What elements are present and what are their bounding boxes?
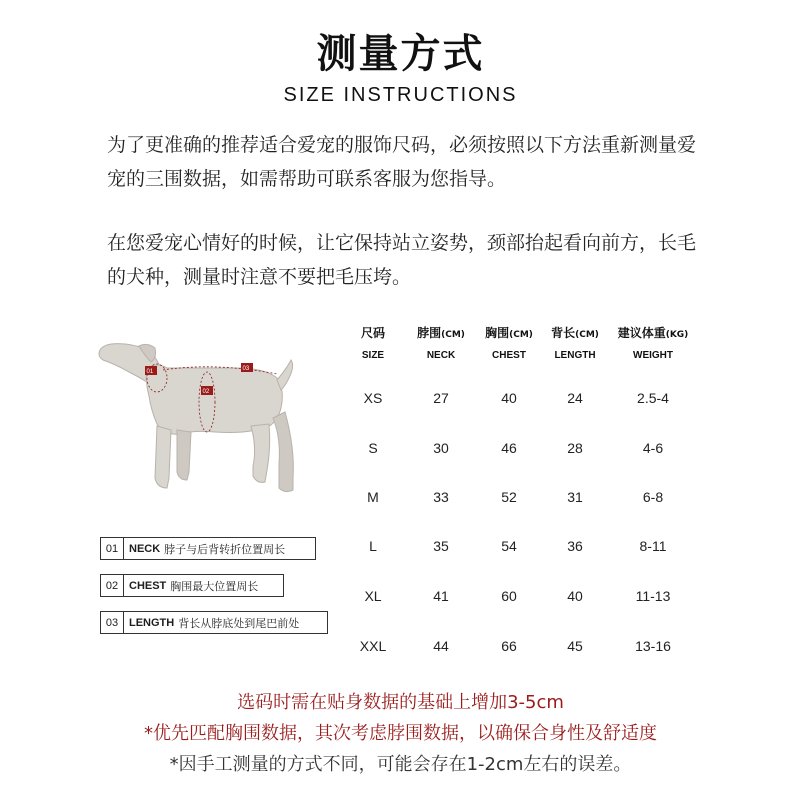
cell-weight: 2.5-4 — [637, 390, 669, 406]
legend-length — [100, 611, 328, 634]
table-row — [340, 538, 720, 558]
table-row — [340, 440, 720, 460]
error-note: *因手工测量的方式不同，可能会存在1-2cm左右的误差。 — [169, 754, 632, 775]
marker-03-label: 03 — [242, 366, 250, 372]
legend-label-en: CHEST — [129, 579, 167, 592]
cell-chest: 54 — [501, 538, 517, 554]
cell-size: XS — [363, 390, 383, 406]
legend-number: 01 — [101, 538, 124, 559]
cell-length: 28 — [567, 440, 583, 456]
priority-note: *优先匹配胸围数据，其次考虑脖围数据，以确保合身性及舒适度 — [144, 723, 657, 744]
legend-number: 03 — [101, 612, 124, 633]
header-neck: 脖围(CM) NECK — [417, 326, 465, 361]
cell-neck: 35 — [433, 538, 449, 554]
dog-back-leg-right — [273, 412, 293, 492]
cell-size: L — [369, 538, 377, 554]
dog-front-leg-left — [155, 426, 171, 488]
header-weight: 建议体重(KG) WEIGHT — [617, 326, 689, 361]
cell-neck: 41 — [433, 588, 449, 604]
intro-paragraph-1: 为了更准确的推荐适合爱宠的服饰尺码，必须按照以下方法重新测量爱宠的三围数据，如需帮助可联系客服为您指导。 — [107, 134, 697, 190]
cell-chest: 40 — [501, 390, 517, 406]
page-title: 测量方式 — [316, 31, 485, 77]
cell-neck: 27 — [433, 390, 449, 406]
cell-length: 36 — [567, 538, 583, 554]
legend-label-en: NECK — [129, 542, 161, 555]
table-row — [340, 489, 720, 509]
marker-01-label: 01 — [146, 369, 154, 375]
cell-chest: 60 — [501, 588, 517, 604]
legend-chest — [100, 574, 284, 597]
cell-length: 45 — [567, 638, 583, 654]
cell-size: XL — [364, 588, 382, 604]
cell-weight: 8-11 — [639, 538, 667, 554]
cell-weight: 11-13 — [635, 588, 671, 604]
dog-mannequin-image — [95, 338, 305, 498]
cell-neck: 30 — [433, 440, 449, 456]
cell-length: 40 — [567, 588, 583, 604]
cell-chest: 66 — [501, 638, 517, 654]
cell-weight: 6-8 — [642, 489, 664, 505]
page-subtitle: SIZE INSTRUCTIONS — [283, 84, 518, 106]
cell-neck: 44 — [433, 638, 449, 654]
legend-label-cn: 胸围最大位置周长 — [170, 579, 259, 593]
legend-label-cn: 脖子与后背转折位置周长 — [164, 542, 286, 556]
header-chest: 胸围(CM) CHEST — [485, 326, 533, 361]
table-row — [340, 638, 720, 658]
cell-weight: 4-6 — [642, 440, 664, 456]
cell-chest: 52 — [501, 489, 517, 505]
legend-neck — [100, 537, 316, 560]
cell-size: M — [367, 489, 379, 505]
table-row — [340, 390, 720, 410]
table-row — [340, 588, 720, 608]
legend-number: 02 — [101, 575, 124, 596]
dog-front-leg-right — [177, 430, 191, 480]
cell-chest: 46 — [501, 440, 517, 456]
marker-02-label: 02 — [202, 389, 210, 395]
dog-tail — [277, 360, 293, 390]
legend-label-en: LENGTH — [129, 616, 175, 629]
legend-label-cn: 背长从脖底处到尾巴前处 — [178, 616, 300, 630]
intro-paragraph-2: 在您爱宠心情好的时候，让它保持站立姿势，颈部抬起看向前方，长毛的犬种，测量时注意不要把毛压垮。 — [107, 232, 697, 288]
cell-size: S — [368, 440, 378, 456]
header-size: 尺码 SIZE — [360, 326, 385, 361]
dog-back-leg-left — [251, 424, 270, 482]
cell-length: 31 — [567, 489, 583, 505]
cell-size: XXL — [359, 638, 387, 654]
header-length: 背长(CM) LENGTH — [551, 326, 599, 361]
sizing-note: 选码时需在贴身数据的基础上增加3-5cm — [237, 692, 564, 713]
cell-length: 24 — [567, 390, 583, 406]
cell-neck: 33 — [433, 489, 449, 505]
cell-weight: 13-16 — [635, 638, 671, 654]
